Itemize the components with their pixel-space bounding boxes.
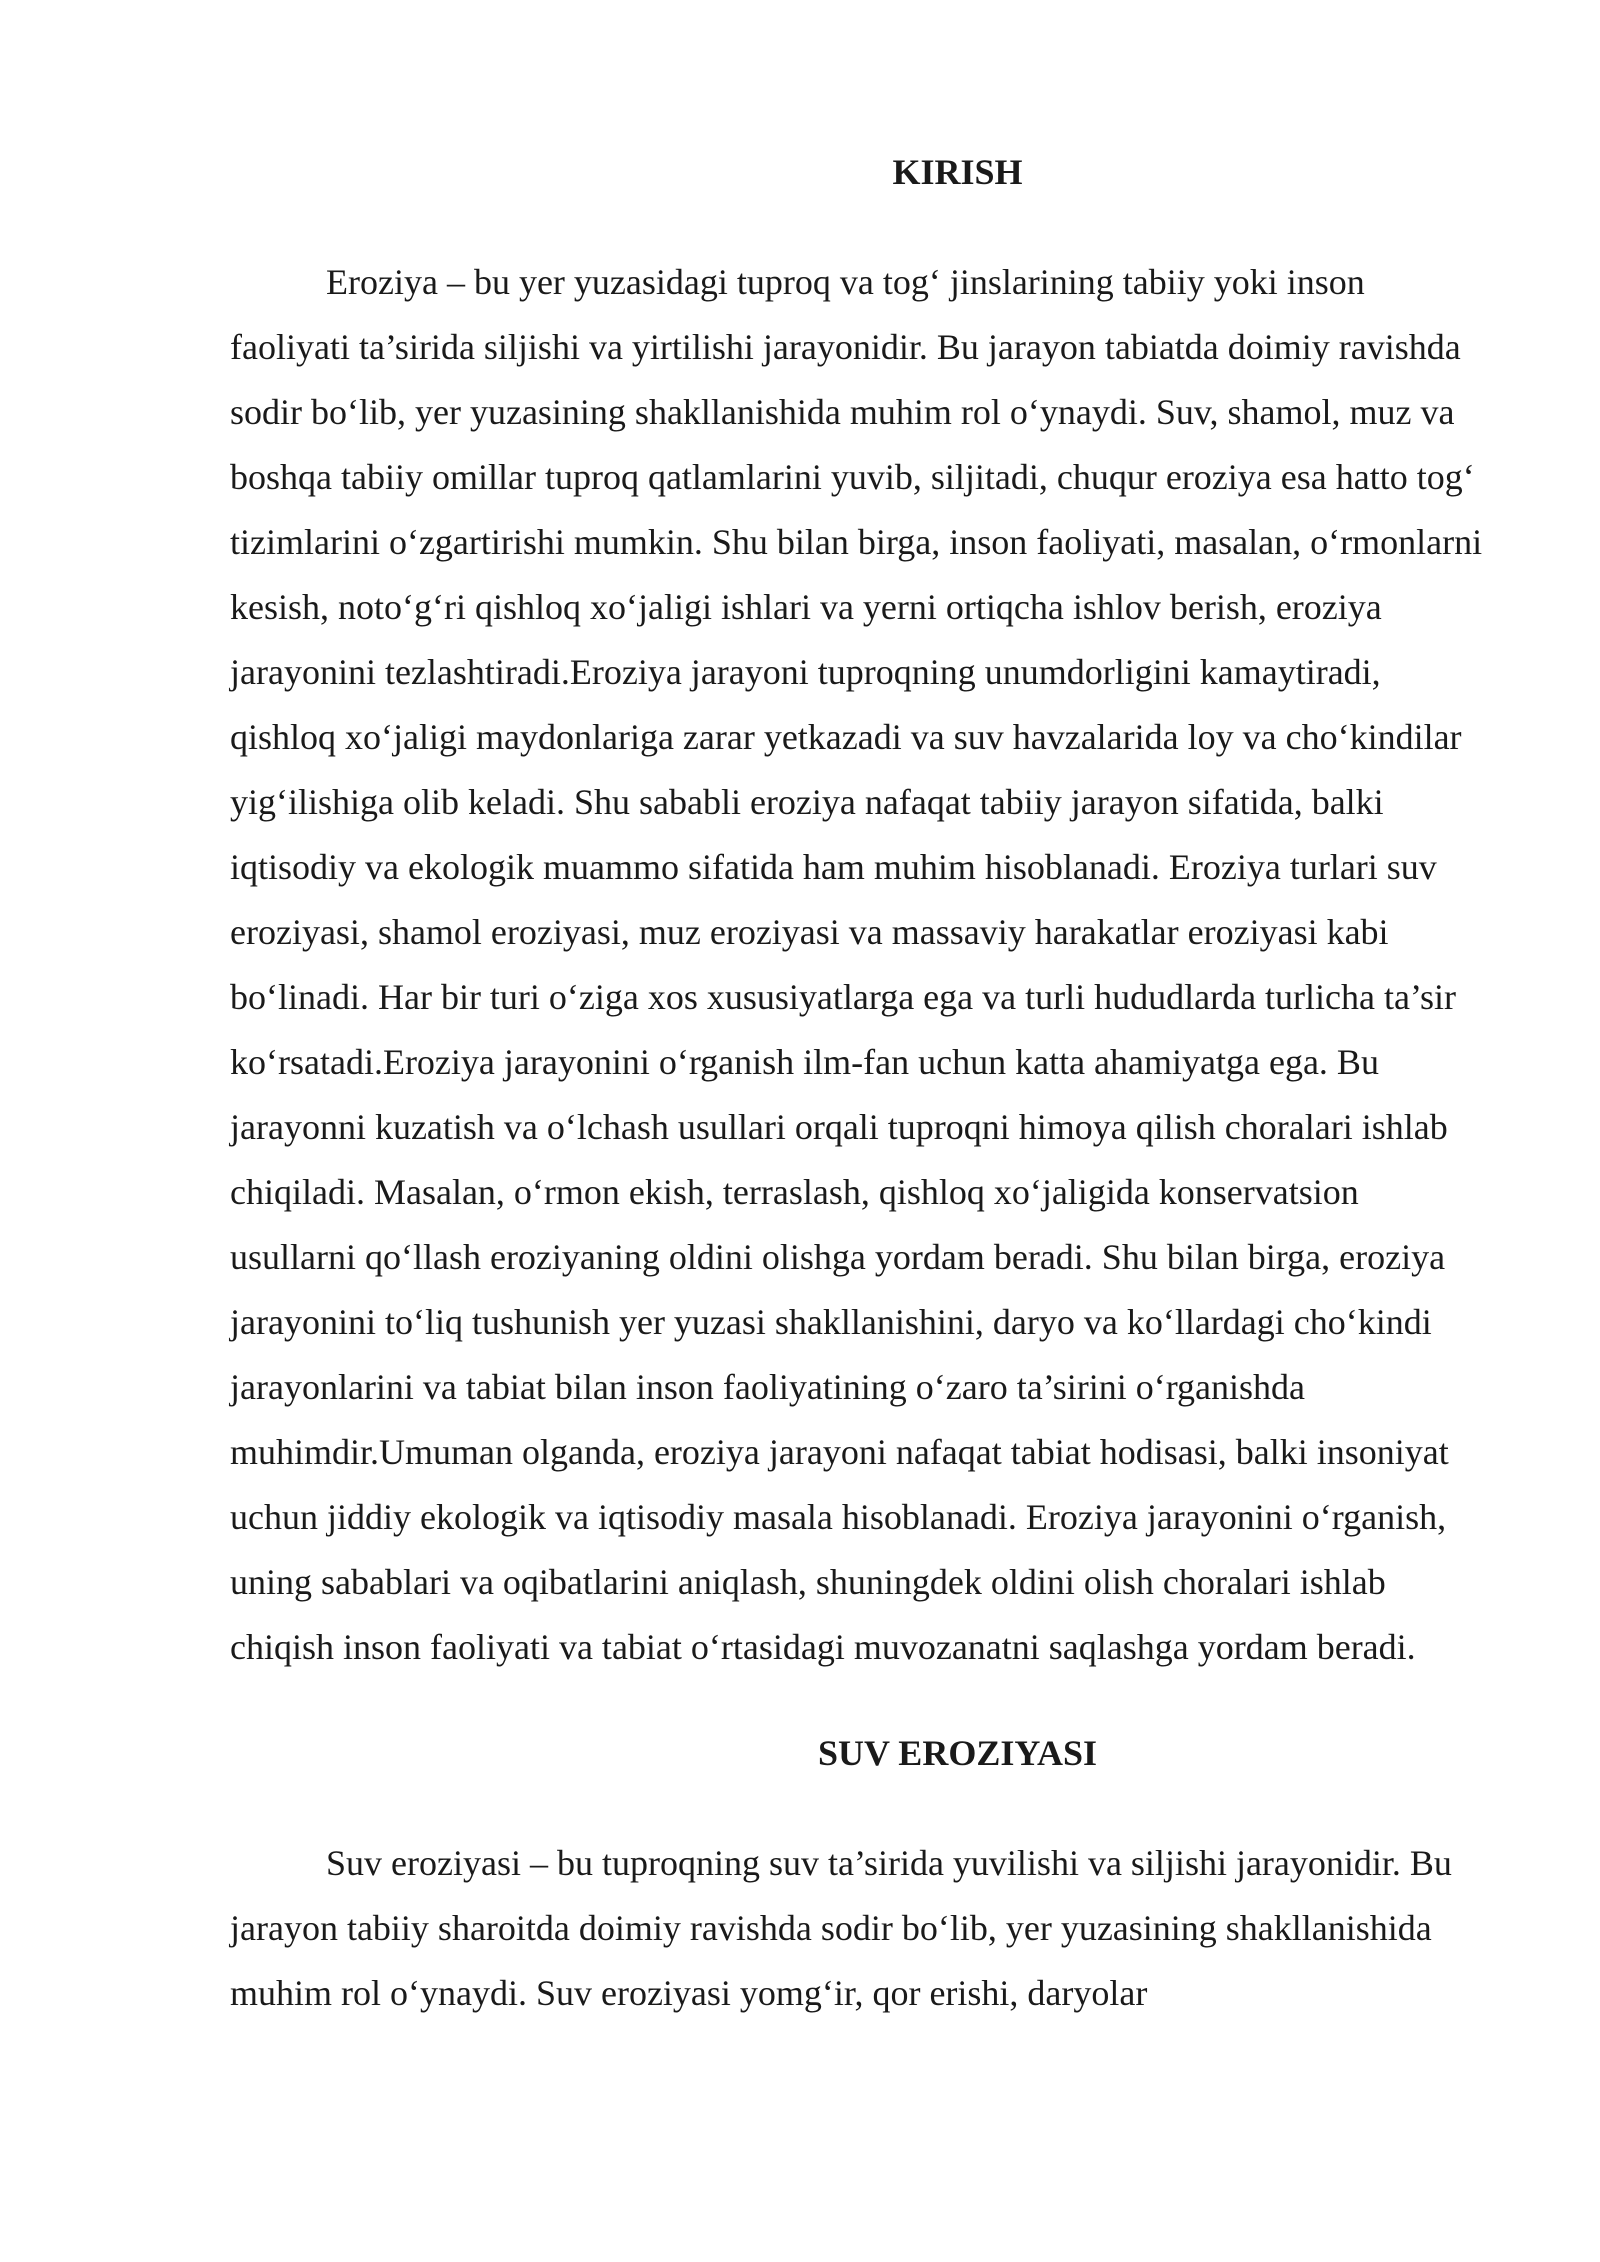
document-body [230,148,1485,2026]
section-paragraph-kirish: Eroziya – bu yer yuzasidagi tuproq va tog‘ jinslarining tabiiy yoki inson faoliyati ta’sirida siljishi va yirtilishi jarayonidir. Bu jarayon tabiatda doimiy ravishda sodir bo‘lib, yer yuzasining shakllanishida muhim rol o‘ynaydi. Suv, shamol, muz va boshqa tabiiy omillar tuproq qatlamlarini yuvib, siljitadi, chuqur eroziya esa hatto tog‘ tizimlarini o‘zgartirishi mumkin. Shu bilan birga, inson faoliyati, masalan, o‘rmonlarni kesish, noto‘g‘ri qishloq xo‘jaligi ishlari va yerni ortiqcha ishlov berish, eroziya jarayonini tezlashtiradi.Eroziya jarayoni tuproqning unumdorligini kamaytiradi, qishloq xo‘jaligi maydonlariga zarar yetkazadi va suv havzalarida loy va cho‘kindilar yig‘ilishiga olib keladi. Shu sababli eroziya nafaqat tabiiy jarayon sifatida, balki iqtisodiy va ekologik muammo sifatida ham muhim hisoblanadi. Eroziya turlari suv eroziyasi, shamol eroziyasi, muz eroziyasi va massaviy harakatlar eroziyasi kabi bo‘linadi. Har bir turi o‘ziga xos xususiyatlarga ega va turli hududlarda turlicha ta’sir ko‘rsatadi.Eroziya jarayonini o‘rganish ilm-fan uchun katta ahamiyatga ega. Bu jarayonni kuzatish va o‘lchash usullari orqali tuproqni himoya qilish choralari ishlab chiqiladi. Masalan, o‘rmon ekish, terraslash, qishloq xo‘jaligida konservatsion usullarni qo‘llash eroziyaning oldini olishga yordam beradi. Shu bilan birga, eroziya jarayonini to‘liq tushunish yer yuzasi shakllanishini, daryo va ko‘llardagi cho‘kindi jarayonlarini va tabiat bilan inson faoliyatining o‘zaro ta’sirini o‘rganishda muhimdir.Umuman olganda, eroziya jarayoni nafaqat tabiat hodisasi, balki insoniyat uchun jiddiy ekologik va iqtisodiy masala hisoblanadi. Eroziya jarayonini o‘rganish, uning sabablari va oqibatlarini aniqlash, shuningdek oldini olish choralari ishlab chiqish inson faoliyati va tabiat o‘rtasidagi muvozanatni saqlashga yordam beradi. [230,262,1483,1667]
section-paragraph-suv-eroziyasi: Suv eroziyasi – bu tuproqning suv ta’sirida yuvilishi va siljishi jarayonidir. Bu jarayon tabiiy sharoitda doimiy ravishda sodir bo‘lib, yer yuzasining shakllanishida muhim rol o‘ynaydi. Suv eroziyasi yomg‘ir, qor erishi, daryolar [230,1843,1452,2013]
section-heading-suv-eroziyasi: SUV EROZIYASI [817,1733,1098,1773]
section-heading-kirish: KIRISH [892,152,1023,192]
